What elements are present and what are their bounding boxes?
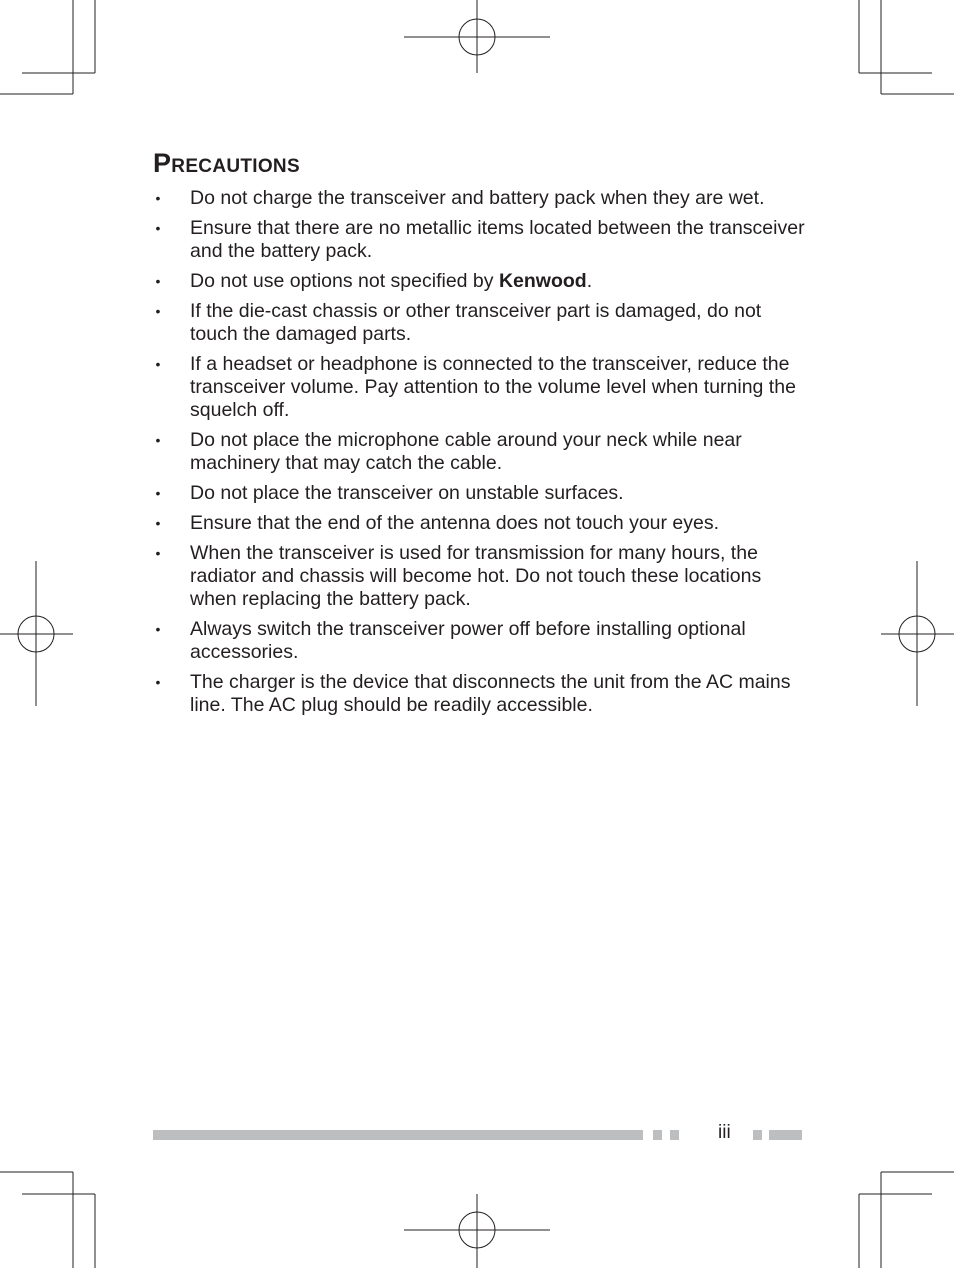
- bullet-dot: •: [155, 515, 161, 531]
- item-text: If the die-cast chassis or other transceiver part is damaged, do not touch the damaged parts.: [190, 300, 762, 345]
- item-text: Ensure that there are no metallic items located between the transceiver and the battery pack.: [190, 217, 805, 262]
- item-text: The charger is the device that disconnects the unit from the AC mains line. The AC plug should be readily accessible.: [190, 671, 791, 716]
- list-item: [153, 512, 813, 535]
- page-number: iii: [718, 1122, 731, 1143]
- item-text: Do not use options not specified by: [190, 270, 499, 292]
- bullet-dot: •: [155, 674, 161, 690]
- item-text: Ensure that the end of the antenna does not touch your eyes.: [190, 512, 720, 534]
- list-item: [153, 482, 813, 505]
- section-heading: Precautions: [153, 148, 300, 178]
- list-item: [153, 300, 813, 346]
- footer-bar-block: [653, 1130, 662, 1140]
- item-text: If a headset or headphone is connected to the transceiver, reduce the transceiver volume. Pay attention to the volume level when turning the squelch off.: [190, 353, 796, 421]
- bullet-dot: •: [155, 190, 161, 206]
- list-item: [153, 618, 813, 664]
- bullet-dot: •: [155, 545, 161, 561]
- list-item: [153, 217, 813, 263]
- item-text: .: [586, 270, 593, 292]
- bullet-dot: •: [155, 485, 161, 501]
- footer-bar-end: [769, 1130, 802, 1140]
- list-item: [153, 542, 813, 611]
- bullet-dot: •: [155, 432, 161, 448]
- bullet-dot: •: [155, 303, 161, 319]
- list-item: [153, 429, 813, 475]
- bullet-dot: •: [155, 621, 161, 637]
- list-item: [153, 187, 813, 210]
- item-text: Do not charge the transceiver and battery pack when they are wet.: [190, 187, 765, 209]
- item-text: Always switch the transceiver power off before installing optional accessories.: [190, 618, 746, 663]
- footer-bar-block: [753, 1130, 762, 1140]
- brand-name: Kenwood: [498, 270, 587, 292]
- footer-bar-long: [153, 1130, 643, 1140]
- list-item: [153, 270, 813, 293]
- item-text: Do not place the microphone cable around your neck while near machinery that may catch the cable.: [190, 429, 742, 474]
- footer-bar-block: [670, 1130, 679, 1140]
- item-text: Do not place the transceiver on unstable surfaces.: [190, 482, 624, 504]
- bullet-dot: •: [155, 220, 161, 236]
- list-item: [153, 671, 813, 717]
- precautions-list: [153, 187, 813, 724]
- list-item: [153, 353, 813, 422]
- bullet-dot: •: [155, 273, 161, 289]
- bullet-dot: •: [155, 356, 161, 372]
- item-text: When the transceiver is used for transmission for many hours, the radiator and chassis will become hot. Do not touch these locations when replacing the battery pack.: [190, 542, 762, 610]
